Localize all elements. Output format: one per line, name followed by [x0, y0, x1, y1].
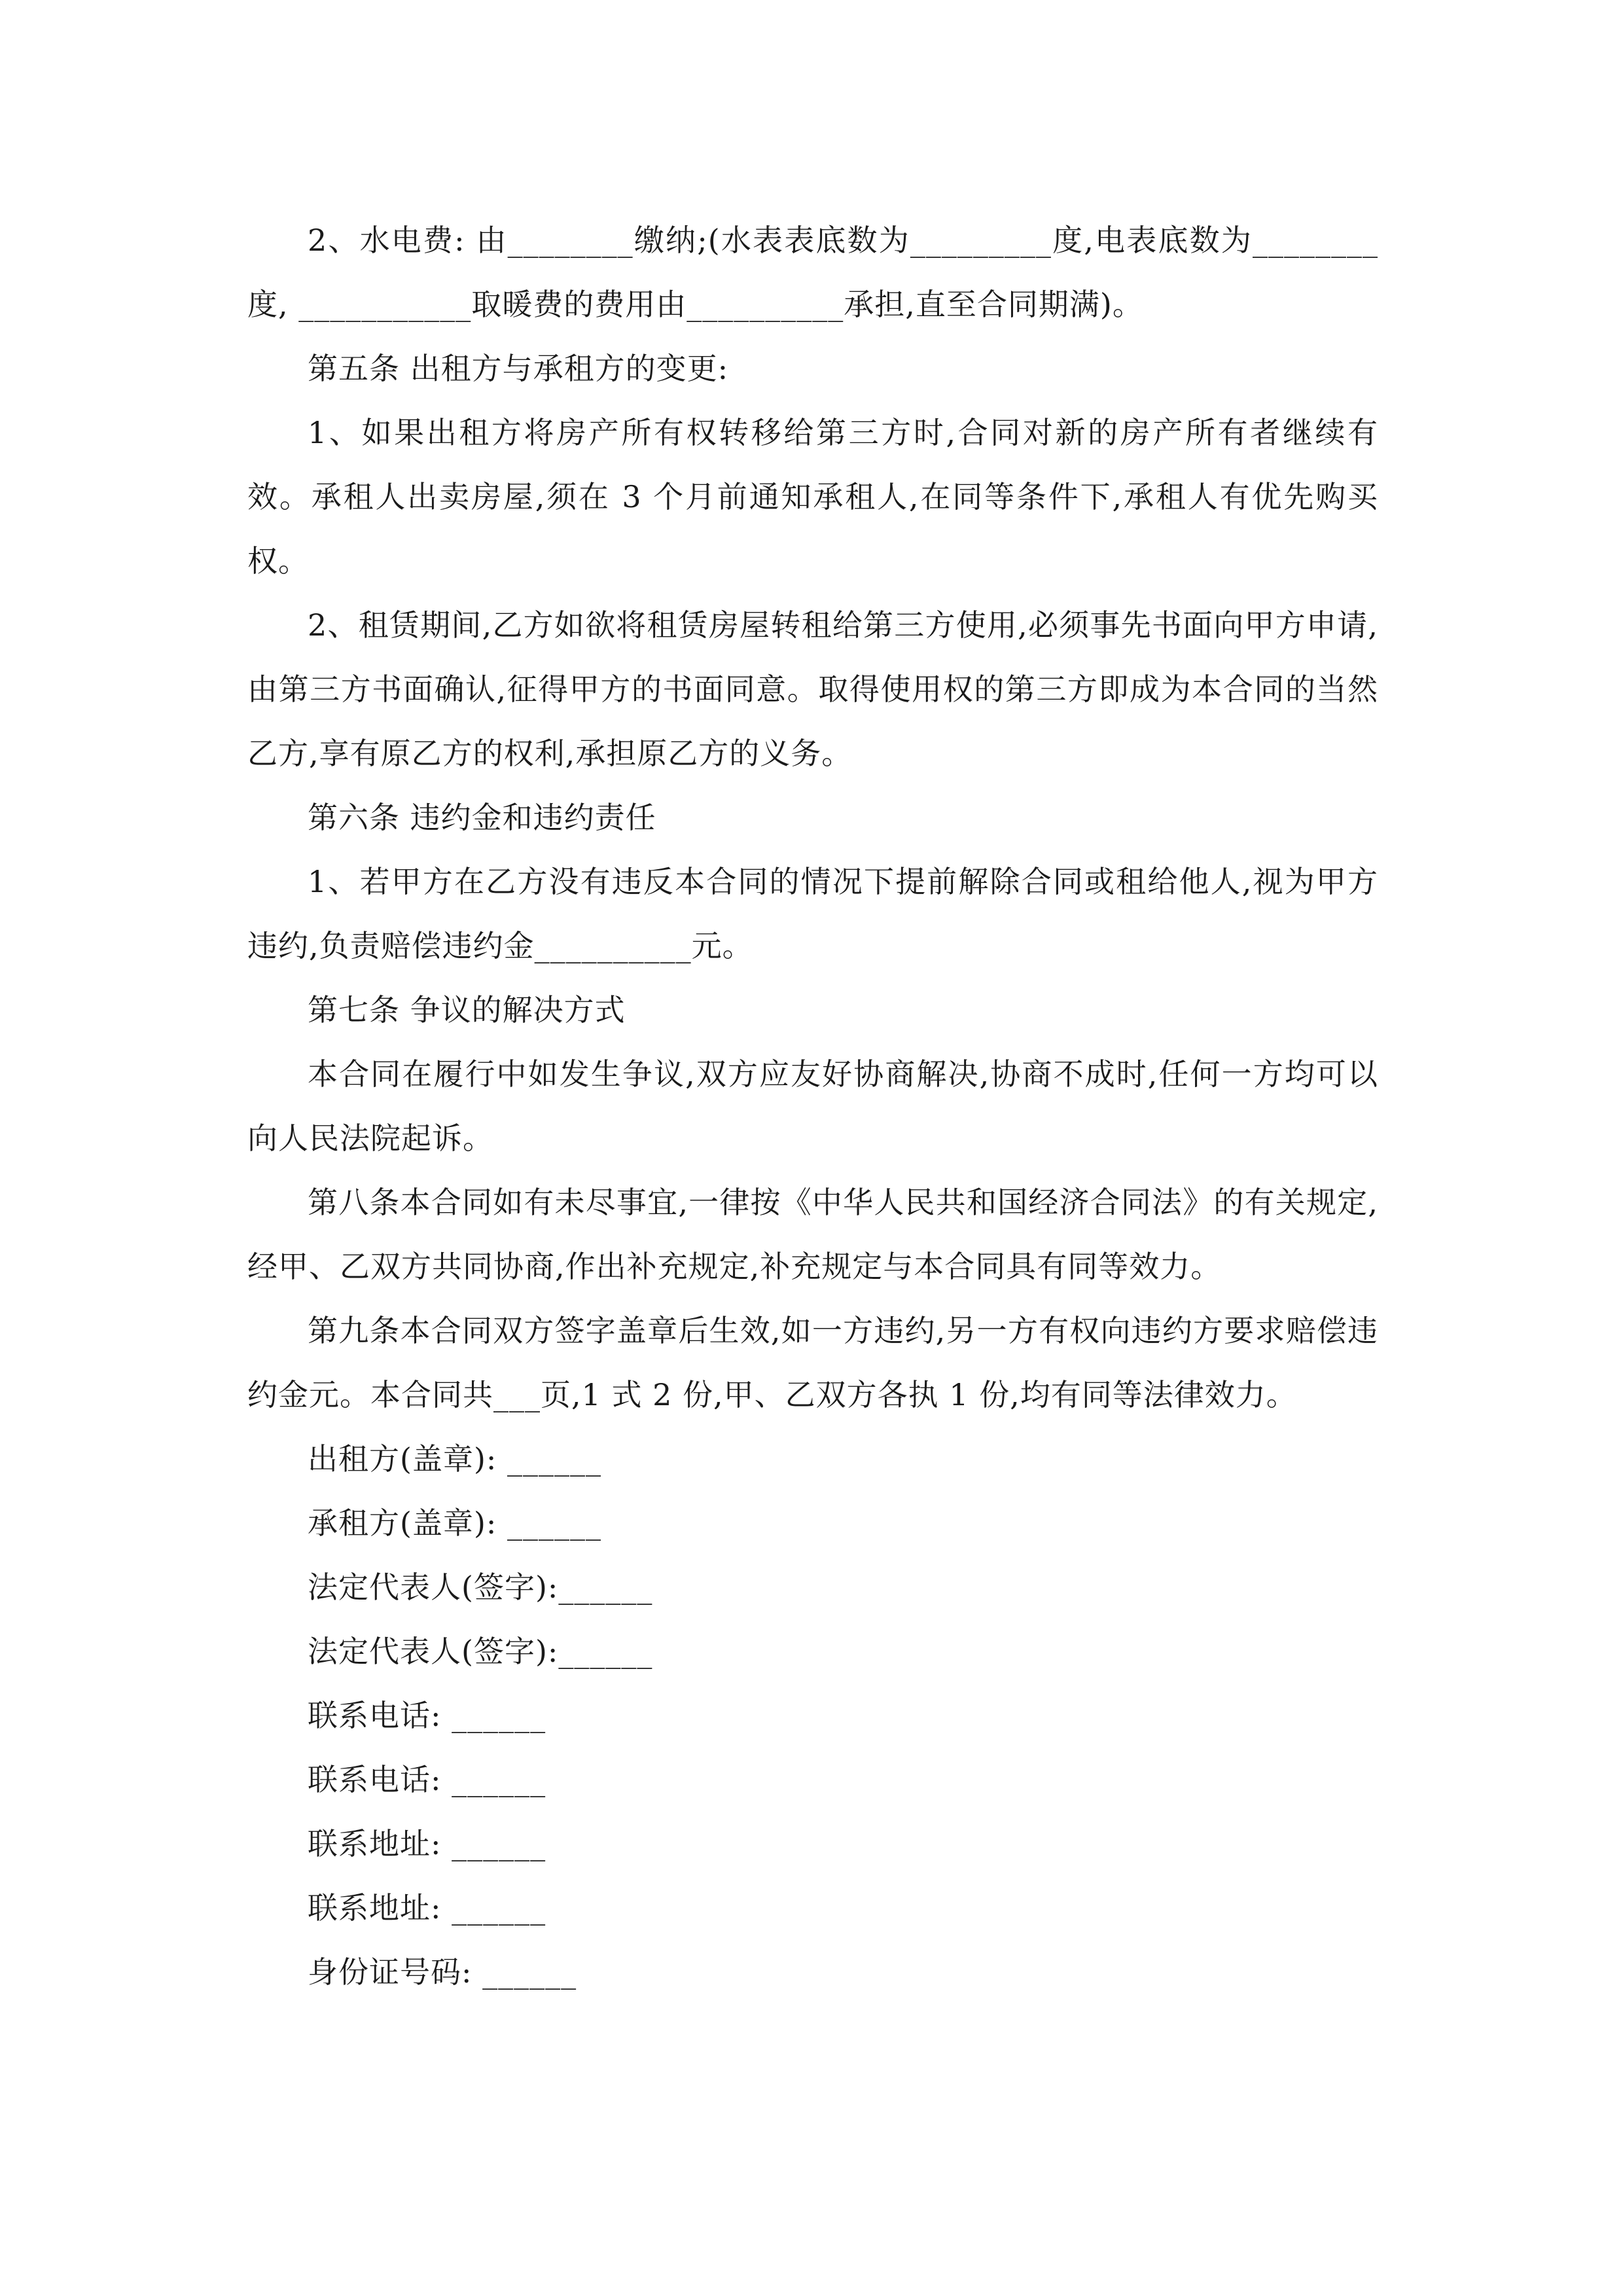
- article-6-item-1: 1、若甲方在乙方没有违反本合同的情况下提前解除合同或租给他人,视为甲方违约,负责赔偿违约金__________元。: [247, 864, 1378, 963]
- signature-block: [247, 1427, 1378, 2004]
- signature-legal-rep-2: 法定代表人(签字):______: [308, 1634, 653, 1669]
- article-5-item-2: 2、租赁期间,乙方如欲将租赁房屋转租给第三方使用,必须事先书面向甲方申请,由第三方书面确认,征得甲方的书面同意。取得使用权的第三方即成为本合同的当然乙方,享有原乙方的权利,承担原乙方的义务。: [247, 607, 1378, 771]
- article-9-body: 第九条本合同双方签字盖章后生效,如一方违约,另一方有权向违约方要求赔偿违约金元。本合同共___页,1 式 2 份,甲、乙双方各执 1 份,均有同等法律效力。: [247, 1313, 1378, 1412]
- contact-address-1: 联系地址: ______: [308, 1826, 546, 1861]
- article-5-item-1: 1、如果出租方将房产所有权转移给第三方时,合同对新的房产所有者继续有效。承租人出卖房屋,须在 3 个月前通知承租人,在同等条件下,承租人有优先购买权。: [247, 415, 1378, 579]
- signature-lessee-seal: 承租方(盖章): ______: [308, 1505, 602, 1541]
- document-body: [247, 208, 1378, 2004]
- article-6-heading: 第六条 违约金和违约责任: [308, 800, 656, 835]
- contact-phone-1: 联系电话: ______: [308, 1698, 546, 1733]
- article-7-body: 本合同在履行中如发生争议,双方应友好协商解决,协商不成时,任何一方均可以向人民法院起诉。: [247, 1056, 1378, 1156]
- signature-legal-rep-1: 法定代表人(签字):______: [308, 1570, 653, 1605]
- utilities-clause: 2、水电费: 由________缴纳;(水表表底数为_________度,电表底数为________度, ___________取暖费的费用由__________承担,直至合同期满)。: [247, 223, 1378, 322]
- signature-lessor-seal: 出租方(盖章): ______: [308, 1441, 602, 1477]
- contact-phone-2: 联系电话: ______: [308, 1762, 546, 1797]
- id-number: 身份证号码: ______: [308, 1954, 577, 1990]
- article-5-heading: 第五条 出租方与承租方的变更:: [308, 351, 729, 386]
- article-8-body: 第八条本合同如有未尽事宜,一律按《中华人民共和国经济合同法》的有关规定,经甲、乙双方共同协商,作出补充规定,补充规定与本合同具有同等效力。: [247, 1185, 1378, 1284]
- contact-address-2: 联系地址: ______: [308, 1890, 546, 1926]
- article-7-heading: 第七条 争议的解决方式: [308, 992, 626, 1028]
